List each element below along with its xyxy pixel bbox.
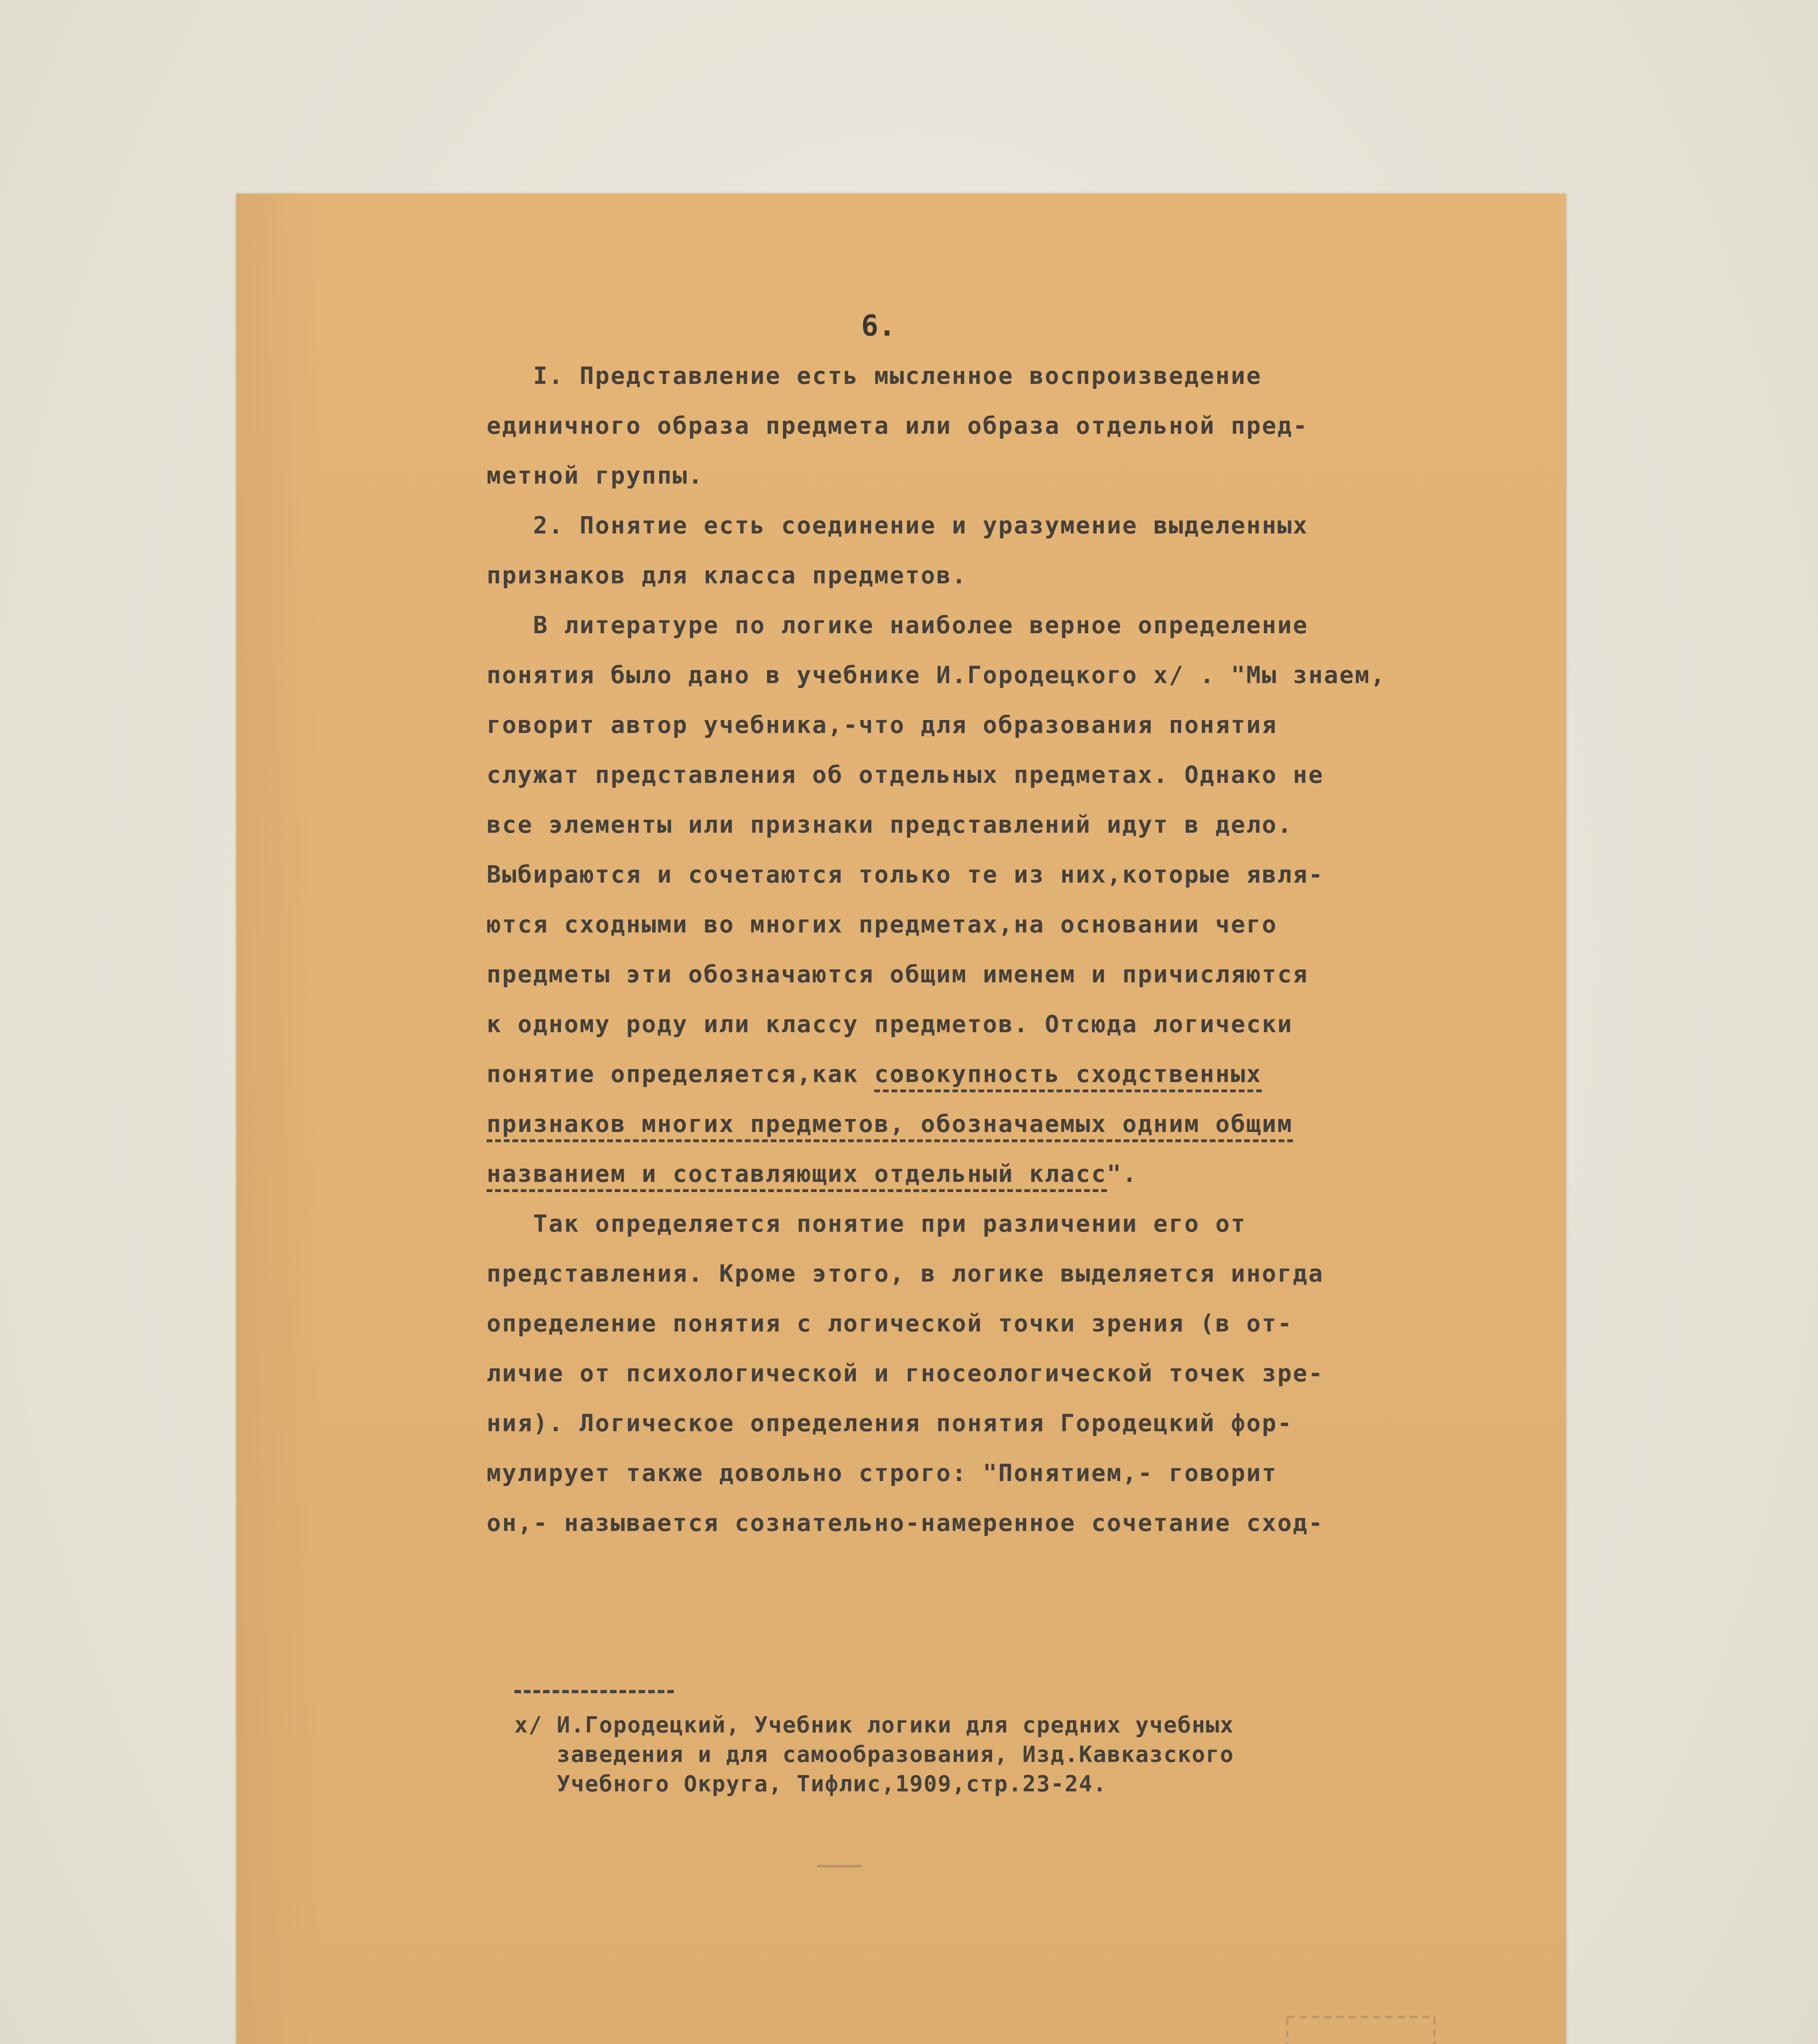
text-line: 2. Понятие есть соединение и уразумение выделенных bbox=[487, 511, 1309, 539]
text-line: ются сходными во многих предметах,на основании чего bbox=[487, 910, 1277, 938]
underlined-phrase: названием и составляющих отдельный класс bbox=[487, 1160, 1107, 1192]
text-line: все элементы или признаки представлений идут в дело. bbox=[487, 811, 1293, 838]
text-line: ния). Логическое определения понятия Городецкий фор- bbox=[487, 1409, 1293, 1437]
text-line: Так определяется понятие при различении его от bbox=[487, 1210, 1247, 1237]
text-line: признаков для класса предметов. bbox=[487, 561, 967, 589]
footnote-line: x/ И.Городецкий, Учебник логики для средних учебных bbox=[514, 1712, 1234, 1738]
text-line: понятия было дано в учебнике И.Городецкого x/ . "Мы знаем, bbox=[487, 661, 1386, 689]
text-line: к одному роду или классу предметов. Отсюда логически bbox=[487, 1010, 1293, 1038]
text-line: служат представления об отдельных предметах. Однако не bbox=[487, 761, 1324, 789]
paper-edge-shading bbox=[236, 194, 318, 2044]
text-line: единичного образа предмета или образа отдельной пред- bbox=[487, 412, 1309, 439]
text-line: определение понятия с логической точки зрения (в от- bbox=[487, 1309, 1293, 1337]
footnote-divider bbox=[514, 1690, 674, 1693]
underlined-phrase: признаков многих предметов, обозначаемых одним общим bbox=[487, 1110, 1293, 1142]
text-line: мулирует также довольно строго: "Понятием,- говорит bbox=[487, 1459, 1277, 1487]
text-line: он,- называется сознательно-намеренное сочетание сход- bbox=[487, 1509, 1324, 1537]
body-text bbox=[487, 351, 1386, 1548]
text-line bbox=[487, 1049, 1386, 1099]
text-line: представления. Кроме этого, в логике выделяется иногда bbox=[487, 1260, 1324, 1287]
typewritten-page bbox=[236, 194, 1566, 2044]
text-line bbox=[487, 1149, 1386, 1199]
text-line: метной группы. bbox=[487, 462, 704, 489]
text-line: I. Представление есть мысленное воспроизведение bbox=[487, 362, 1262, 390]
footnote-line: Учебного Округа, Тифлис,1909,стр.23-24. bbox=[514, 1771, 1107, 1797]
text-line: говорит автор учебника,-что для образования понятия bbox=[487, 711, 1277, 739]
closing-quote: ". bbox=[1107, 1160, 1138, 1188]
text-line bbox=[487, 1099, 1386, 1149]
text-segment: понятие определяется,как bbox=[487, 1060, 874, 1088]
page-number: 6. bbox=[861, 309, 896, 343]
ink-smudge bbox=[817, 1865, 862, 1867]
footnote bbox=[514, 1710, 1455, 1799]
text-line: личие от психологической и гносеологической точек зре- bbox=[487, 1359, 1324, 1387]
text-line: предметы эти обозначаются общим именем и причисляются bbox=[487, 960, 1309, 988]
faded-stamp bbox=[1275, 2001, 1447, 2044]
text-line: В литературе по логике наиболее верное определение bbox=[487, 611, 1309, 639]
underlined-phrase: совокупность сходственных bbox=[874, 1060, 1262, 1092]
footnote-line: заведения и для самообразования, Изд.Кавказского bbox=[514, 1741, 1234, 1767]
text-line: Выбираются и сочетаются только те из них,которые явля- bbox=[487, 861, 1324, 888]
